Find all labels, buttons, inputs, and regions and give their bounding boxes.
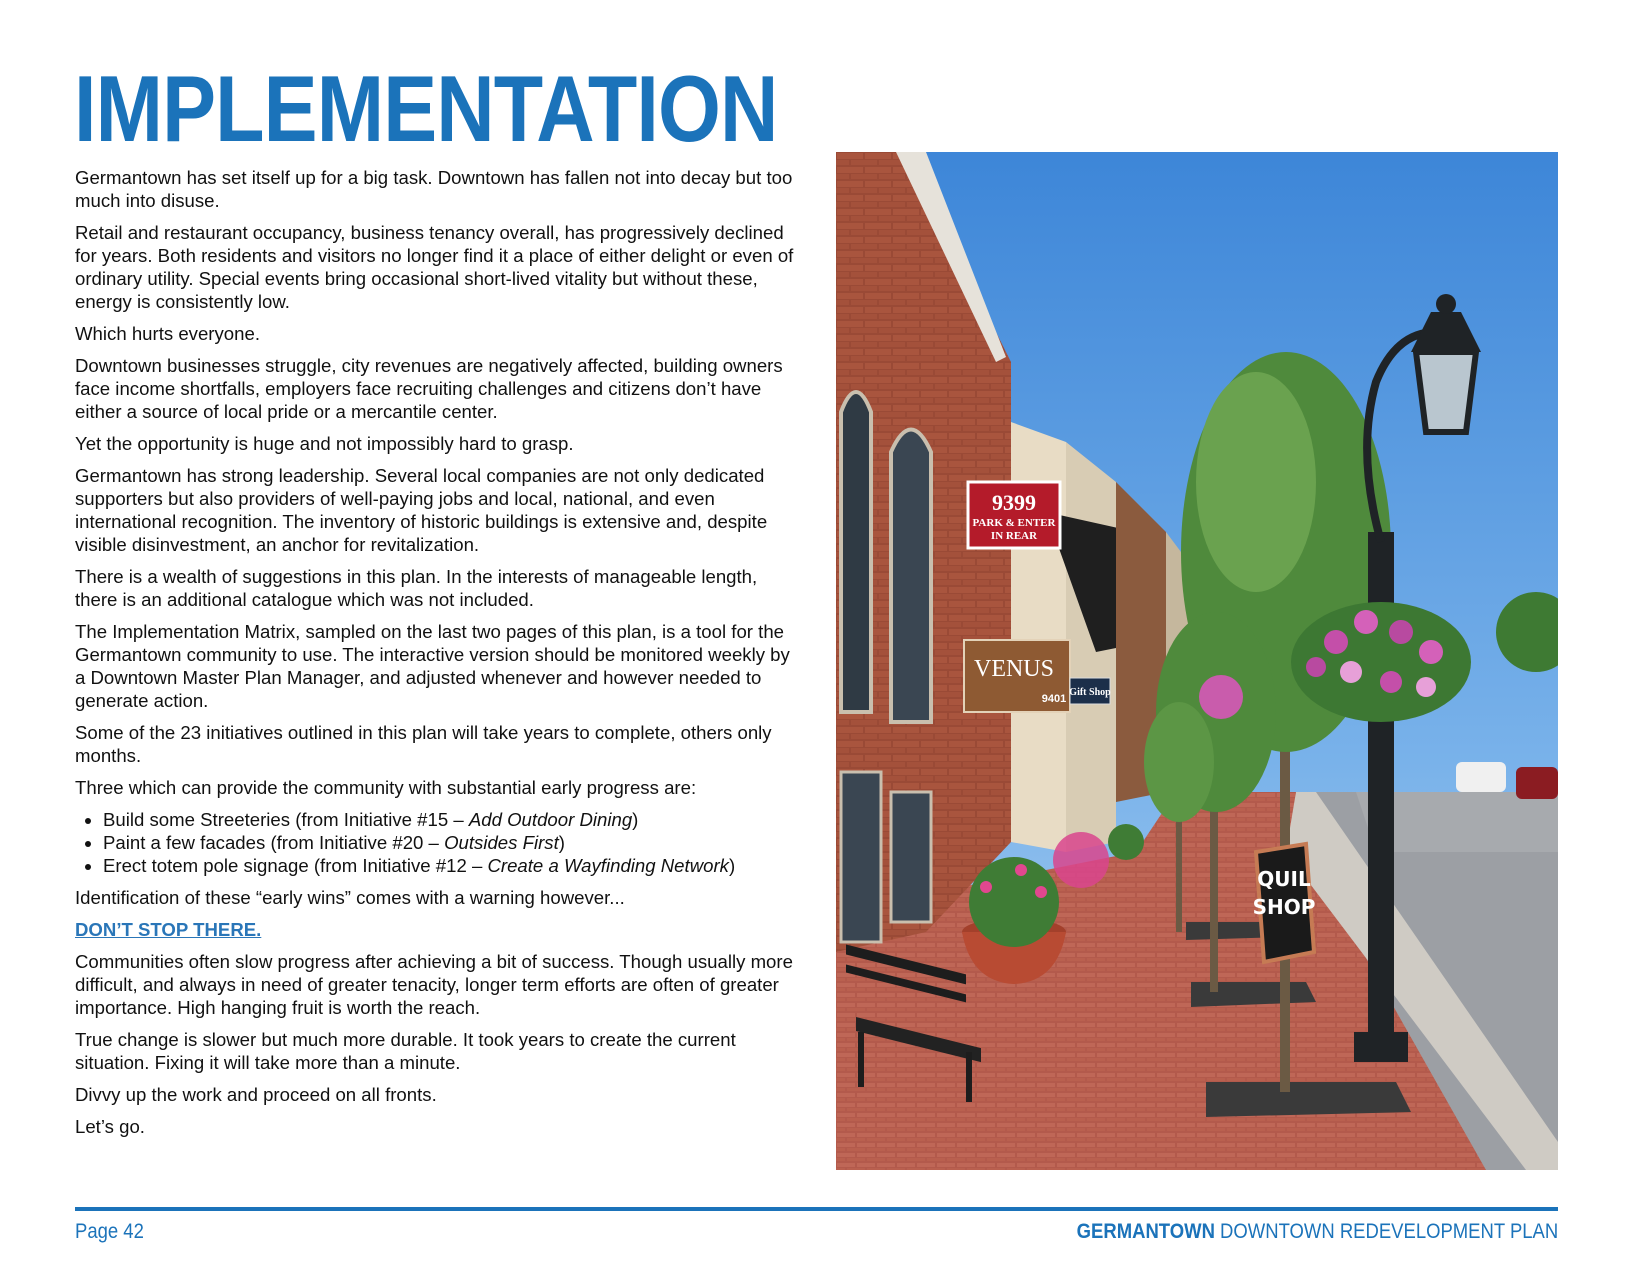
list-item: • Build some Streeteries (from Initiative #15 – Add Outdoor Dining) (103, 808, 800, 831)
page-title: IMPLEMENTATION (74, 56, 778, 161)
svg-text:SHOP: SHOP (1252, 895, 1316, 919)
street-photo (836, 152, 1558, 1170)
paragraph: Identification of these “early wins” comes with a warning however... (75, 887, 625, 908)
list-item: • Paint a few facades (from Initiative #20 – Outsides First) (103, 831, 800, 854)
early-wins-list (75, 808, 800, 877)
parked-car (1456, 762, 1506, 792)
document-title: GERMANTOWN DOWNTOWN REDEVELOPMENT PLAN (1076, 1220, 1558, 1243)
sign-number: 9399 (992, 490, 1036, 515)
paragraph: Germantown has strong leadership. Several local companies are not only dedicated supporters but also providers of well-paying jobs and local, national, and even international recognition. The inventory of historic buildings is extensive and, despite visible disinvestment, an anchor for revitalization. (75, 465, 768, 555)
paragraph: There is a wealth of suggestions in this plan. In the interests of manageable length, there is an additional catalogue which was not included. (75, 566, 758, 610)
tree-grate (1206, 1082, 1411, 1117)
paragraph: Which hurts everyone. (75, 323, 260, 344)
paragraph: Downtown businesses struggle, city revenues are negatively affected, building owners face income shortfalls, employers face recruiting challenges and citizens don’t have either a source of local pride or a mercantile center. (75, 355, 783, 422)
body-text (75, 166, 800, 1147)
svg-text:9401: 9401 (1041, 693, 1067, 705)
paragraph: Communities often slow progress after achieving a bit of success. Though usually more difficult, and always in need of greater tenacity, longer term efforts are often of greater importance. High hanging fruit is worth the reach. (75, 951, 793, 1018)
svg-text:IN REAR: IN REAR (990, 530, 1038, 542)
brand-name: GERMANTOWN (1076, 1220, 1215, 1243)
paragraph: Yet the opportunity is huge and not impossibly hard to grasp. (75, 433, 574, 454)
paragraph: Let’s go. (75, 1116, 145, 1137)
page-number: Page 42 (75, 1220, 144, 1243)
dont-stop-there-link[interactable]: DON’T STOP THERE. (75, 919, 262, 940)
arched-window (841, 392, 871, 712)
paragraph: Retail and restaurant occupancy, business tenancy overall, has progressively declined for years. Both residents and visitors no longer find it a place of either delight or even of ordinary utility. Special events bring occasional short-lived vitality but without these, energy is consistently low. (75, 222, 794, 312)
footer-rule (75, 1207, 1558, 1211)
paragraph: Divvy up the work and proceed on all fronts. (75, 1084, 437, 1105)
svg-text:VENUS: VENUS (973, 656, 1055, 682)
svg-text:PARK & ENTER: PARK & ENTER (972, 517, 1056, 529)
paragraph: The Implementation Matrix, sampled on the last two pages of this plan, is a tool for the Germantown community to use. The interactive version should be monitored weekly by a Downtown Master Plan Manager, and adjusted whenever and however needed to generate action. (75, 621, 790, 711)
paragraph: True change is slower but much more durable. It took years to create the current situation. Fixing it will take more than a minute. (75, 1029, 736, 1073)
dont-stop-link-paragraph (75, 918, 800, 941)
paragraph: Germantown has set itself up for a big task. Downtown has fallen not into decay but too much into disuse. (75, 167, 793, 211)
svg-text:Gift Shop: Gift Shop (1069, 687, 1111, 698)
paragraph: Three which can provide the community with substantial early progress are: (75, 777, 697, 798)
paragraph: Some of the 23 initiatives outlined in this plan will take years to complete, others only months. (75, 722, 772, 766)
list-item: • Erect totem pole signage (from Initiative #12 – Create a Wayfinding Network) (103, 854, 800, 877)
svg-text:QUIL: QUIL (1257, 867, 1311, 891)
